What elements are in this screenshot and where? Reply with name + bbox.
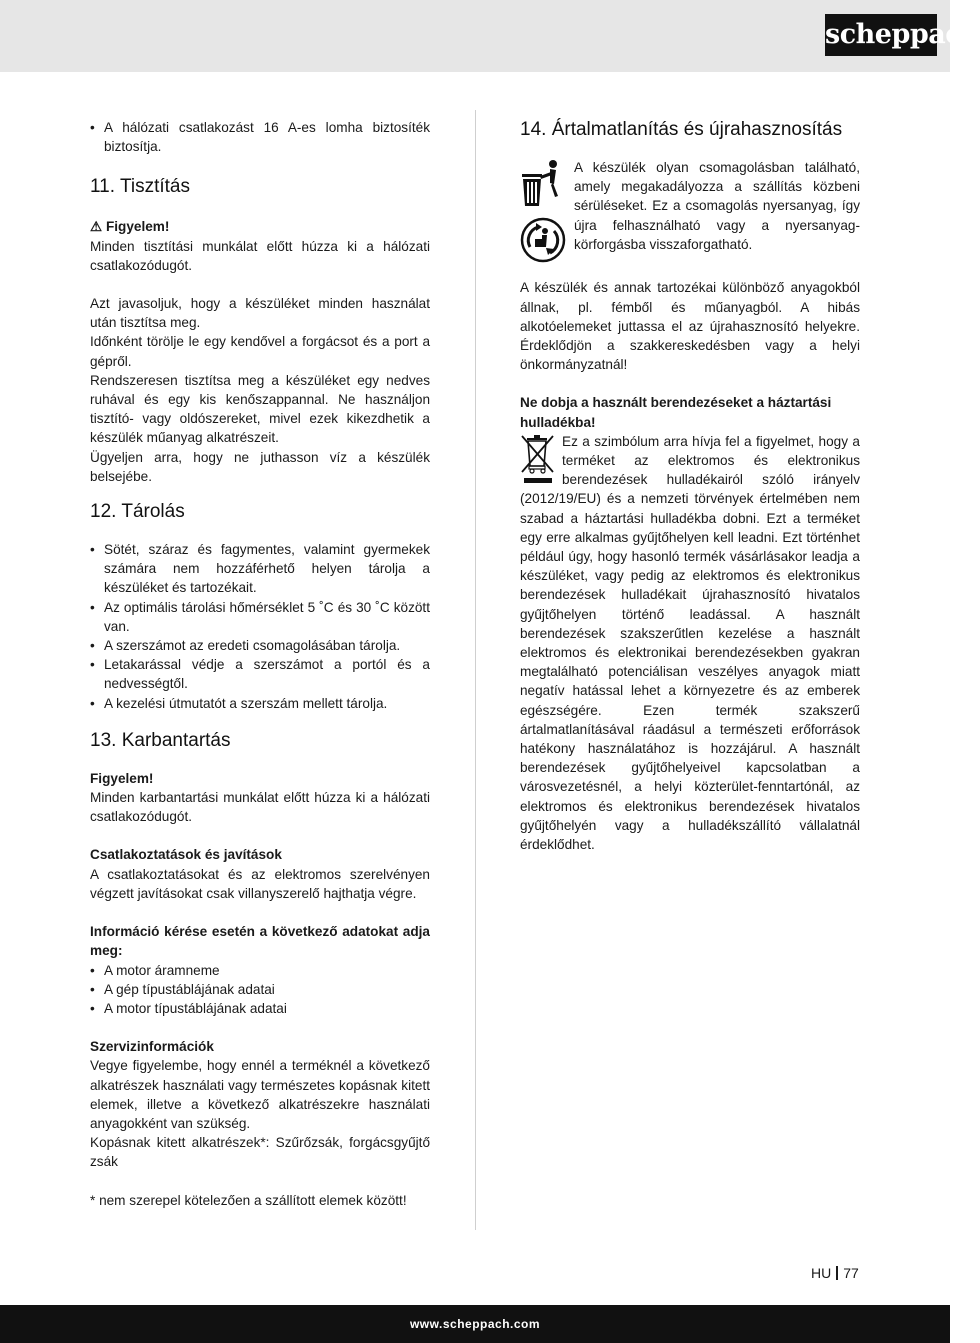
intro-list	[90, 118, 430, 156]
list-item: • Letakarással védje a szerszámot a portól és a nedvességtől.	[90, 655, 430, 693]
section-12-heading	[90, 500, 430, 524]
warning-heading	[90, 217, 430, 236]
packaging-text: A készülék olyan csomagolásban található, amely megakadályozza a szállítás közbeni sérüléseket. Ez a csomagolás nyersanyag, így újra felhasználható vagy a nyersanyag-körforgásba visszaforgatható.	[574, 160, 860, 252]
section-number: 12.	[90, 501, 117, 523]
weee-text: Ez a szimbólum arra hívja fel a figyelmet, hogy a terméket az elektromos és elektronikus berendezések hulladékairól szóló irányelv (2012/19/EU) és a nemzeti törvények értelmében nem szabad a háztartási hulladékba dobni. Ezt a terméket egy erre alkalmas gyűjtőhelyen kell leadni. Ezt történhet például úgy, hogy hasonló termék vásárlásakor leadja a készüléket, vagy pedig az elektromos és elektronikus berendezések hulladékait újrahasznosító hivatalos gyűjtőhelyen történő leadással. A használt berendezések szakszerűtlen kezelése a használt elektromos és elektronikai berendezésekben gyakran megtalálható potenciálisan veszélyes anyagok miatt negatív hatással lehet a környezetre és az emberek egészségére. Ezen termék szakszerű ártalmatlanításával ráadásul a természeti erőforrások hatékony használatához is hozzájárul. A használt berendezések gyűjtőhelyeivel kapcsolatban a városvezetésnél, a helyi közterület-fenntartónál, az elektromos és elektronikus berendezések hivatalos gyűjtőhelyén vagy a hulladékszállító vállalatnál érdeklődhet.	[520, 433, 860, 853]
recycle-icon	[520, 217, 566, 263]
language-code: HU	[811, 1265, 832, 1281]
page-number	[811, 1265, 859, 1281]
section-13-heading	[90, 729, 430, 753]
info-list	[90, 961, 430, 1019]
paragraph: Rendszeresen tisztítsa meg a készüléket egy nedves ruhával és egy kis kenőszappannal. Ne használjon tisztító- vagy oldószereket, mivel ezek kikezdhetik a készülék műanyag alkatrészeit.	[90, 372, 430, 446]
list-item: • A hálózati csatlakozást 16 A-es lomha biztosíték biztosítja.	[90, 118, 430, 156]
trash-disposal-icon	[520, 158, 566, 208]
list-item: • Az optimális tárolási hőmérséklet 5 ˚C és 30 ˚C között van.	[90, 598, 430, 636]
list-item: • A kezelési útmutatót a szerszám mellett tárolja.	[90, 694, 430, 713]
paragraph: Időnként törölje le egy kendővel a forgácsot és a port a gépről.	[90, 334, 430, 369]
footnote: * nem szerepel kötelezően a szállított elemek között!	[90, 1192, 407, 1208]
subheading: Szervizinformációk	[90, 1039, 214, 1055]
paragraph: A csatlakoztatásokat és az elektromos szerelvényen végzett javításokat csak villanyszerelő hajthatja végre.	[90, 866, 430, 901]
section-title: Tárolás	[121, 501, 185, 523]
section-number: 14.	[520, 119, 547, 140]
section-14-heading	[520, 118, 860, 142]
section-title: Tisztítás	[119, 176, 190, 198]
warning-label: Figyelem!	[105, 219, 170, 235]
paragraph: Azt javasoljuk, hogy a készüléket minden használat után tisztítsa meg.	[90, 296, 430, 331]
packaging-icons	[520, 158, 574, 268]
warning-text: Minden karbantartási munkálat előtt húzza ki a hálózati csatlakozódugót.	[90, 790, 430, 825]
top-bar	[0, 0, 980, 72]
section-number: 11.	[90, 176, 116, 198]
subheading: Információ kérése esetén a következő adatokat adja meg:	[90, 924, 430, 959]
paragraph: Vegye figyelembe, hogy ennél a terméknél a következő alkatrészek használati vagy természetes kopásnak kitett elemek, illetve a következő alkatrészekre használati anyagokként van szükség.	[90, 1058, 430, 1131]
list-item: • A motor típustáblájának adatai	[90, 999, 430, 1018]
warning-label: Figyelem!	[90, 770, 154, 786]
storage-list	[90, 540, 430, 713]
packaging-block	[520, 158, 860, 268]
warning-icon: ⚠	[90, 219, 103, 235]
page-number-value: 77	[843, 1265, 859, 1281]
paragraph: Kopásnak kitett alkatrészek*: Szűrőzsák, forgácsgyűjtő zsák	[90, 1135, 430, 1170]
list-item: • A motor áramneme	[90, 961, 430, 980]
footer-url[interactable]: www.scheppach.com	[409, 1317, 541, 1331]
list-item: • A gép típustáblájának adatai	[90, 980, 430, 999]
section-title: Karbantartás	[121, 729, 231, 751]
column-divider	[475, 110, 476, 1230]
crossed-out-bin-icon	[520, 434, 556, 484]
section-title: Ártalmatlanítás és újrahasznosítás	[551, 119, 843, 140]
subheading: Ne dobja a használt berendezéseket a háztartási hulladékba!	[520, 395, 832, 430]
paragraph: Ügyeljen arra, hogy ne juthasson víz a készülék belsejébe.	[90, 449, 430, 484]
left-column	[90, 118, 430, 1210]
list-item: • A szerszámot az eredeti csomagolásában tárolja.	[90, 636, 430, 655]
footer-bar	[0, 1305, 950, 1343]
weee-block	[520, 432, 860, 854]
section-11-heading	[90, 175, 430, 199]
paragraph: A készülék és annak tartozékai különböző anyagokból állnak, pl. fémből és műanyagból. A hibás alkotóelemeket juttassa el az újrahasznosító helyekre. Érdeklődjön a szakkereskedésben vagy a helyi önkormányzatnál!	[520, 280, 860, 373]
subheading: Csatlakoztatások és javítások	[90, 847, 282, 863]
separator	[836, 1266, 838, 1280]
section-number: 13.	[90, 729, 117, 751]
list-item: • Sötét, száraz és fagymentes, valamint gyermekek számára nem hozzáférhető helyen tárolja a készüléket és tartozékait.	[90, 540, 430, 598]
brand-logo: scheppach	[825, 14, 937, 56]
right-column	[520, 118, 860, 854]
warning-text: Minden tisztítási munkálat előtt húzza ki a hálózati csatlakozódugót.	[90, 238, 430, 273]
